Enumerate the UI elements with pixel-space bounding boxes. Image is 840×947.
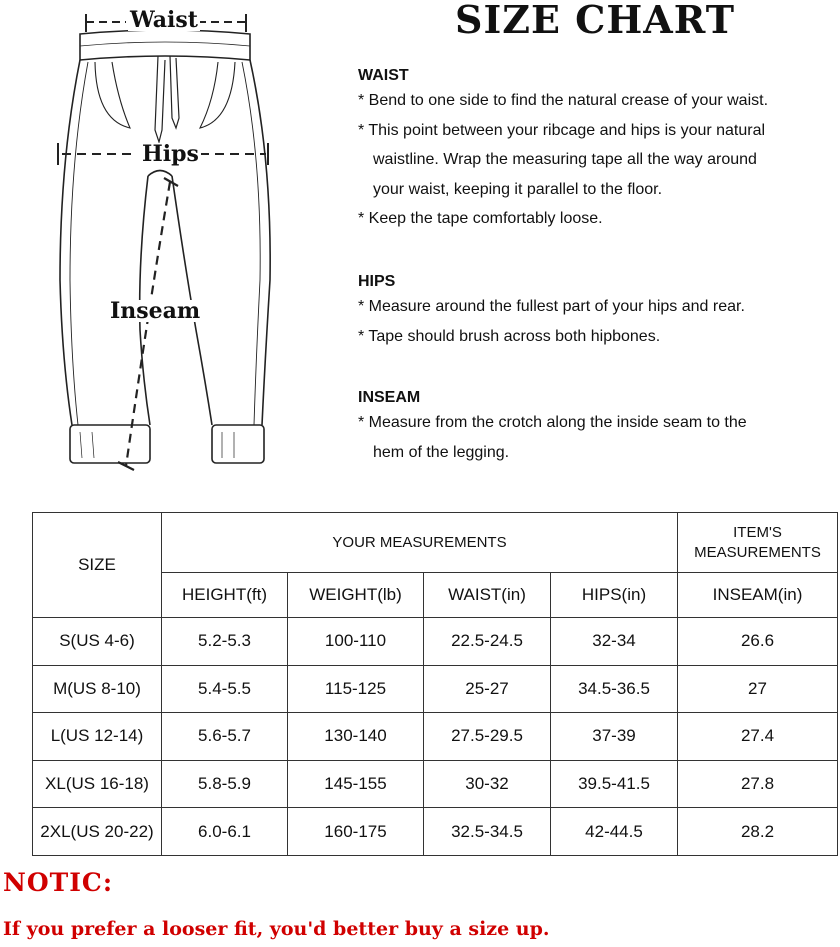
inseam-instructions bbox=[358, 388, 828, 467]
waist-cell: 30-32 bbox=[424, 760, 551, 808]
items-header-line-2: MEASUREMENTS bbox=[694, 543, 821, 561]
hips-header: HIPS(in) bbox=[551, 573, 678, 618]
inseam-cell: 28.2 bbox=[678, 808, 838, 856]
height-header: HEIGHT(ft) bbox=[162, 573, 288, 618]
inseam-line-2: hem of the legging. bbox=[373, 443, 510, 461]
inseam-cell: 26.6 bbox=[678, 618, 838, 666]
hips-cell: 34.5-36.5 bbox=[551, 665, 678, 713]
hips-cell: 42-44.5 bbox=[551, 808, 678, 856]
inseam-cell: 27 bbox=[678, 665, 838, 713]
items-measurements-header bbox=[678, 513, 838, 573]
waist-line-1: * Bend to one side to find the natural crease of your waist. bbox=[358, 92, 769, 109]
inseam-cell: 27.8 bbox=[678, 760, 838, 808]
page-title: SIZE CHART bbox=[455, 0, 735, 42]
waist-line-3: waistline. Wrap the measuring tape all the way around bbox=[373, 151, 757, 168]
inseam-label: Inseam bbox=[110, 298, 201, 324]
size-cell: XL(US 16-18) bbox=[33, 760, 162, 808]
waist-cell: 25-27 bbox=[424, 665, 551, 713]
pants-diagram bbox=[0, 0, 300, 490]
hips-cell: 37-39 bbox=[551, 713, 678, 761]
inseam-cell: 27.4 bbox=[678, 713, 838, 761]
waist-line-5: * Keep the tape comfortably loose. bbox=[358, 210, 603, 227]
pants-drawing bbox=[0, 0, 300, 490]
hips-instructions bbox=[358, 272, 828, 351]
table-row bbox=[33, 760, 838, 808]
waist-cell: 32.5-34.5 bbox=[424, 808, 551, 856]
height-cell: 5.8-5.9 bbox=[162, 760, 288, 808]
hips-line-2: * Tape should brush across both hipbones. bbox=[358, 327, 661, 345]
hips-cell: 32-34 bbox=[551, 618, 678, 666]
size-table bbox=[32, 512, 838, 856]
height-cell: 5.4-5.5 bbox=[162, 665, 288, 713]
size-cell: M(US 8-10) bbox=[33, 665, 162, 713]
weight-cell: 130-140 bbox=[288, 713, 424, 761]
height-cell: 5.6-5.7 bbox=[162, 713, 288, 761]
waist-cell: 22.5-24.5 bbox=[424, 618, 551, 666]
waist-line-2: * This point between your ribcage and hips is your natural bbox=[358, 121, 766, 139]
table-row bbox=[33, 665, 838, 713]
size-cell: L(US 12-14) bbox=[33, 713, 162, 761]
waist-label: Waist bbox=[130, 7, 198, 33]
hips-label: Hips bbox=[142, 141, 199, 167]
weight-cell: 145-155 bbox=[288, 760, 424, 808]
waist-header: WAIST(in) bbox=[424, 573, 551, 618]
weight-cell: 160-175 bbox=[288, 808, 424, 856]
hips-cell: 39.5-41.5 bbox=[551, 760, 678, 808]
waist-line-4: your waist, keeping it parallel to the floor. bbox=[373, 180, 663, 198]
your-measurements-header: YOUR MEASUREMENTS bbox=[162, 513, 678, 573]
height-cell: 6.0-6.1 bbox=[162, 808, 288, 856]
weight-cell: 115-125 bbox=[288, 665, 424, 713]
inseam-header: INSEAM(in) bbox=[678, 573, 838, 618]
size-cell: 2XL(US 20-22) bbox=[33, 808, 162, 856]
table-row bbox=[33, 713, 838, 761]
items-header-line-1: ITEM'S bbox=[733, 523, 782, 541]
weight-cell: 100-110 bbox=[288, 618, 424, 666]
inseam-heading: INSEAM bbox=[358, 389, 421, 406]
table-header-row bbox=[33, 513, 838, 573]
waist-instructions bbox=[358, 66, 828, 234]
hips-heading: HIPS bbox=[358, 273, 396, 290]
notice-title: NOTIC: bbox=[3, 868, 114, 897]
inseam-line-1: * Measure from the crotch along the inside seam to the bbox=[358, 414, 747, 431]
notice-text: If you prefer a looser fit, you'd better buy a size up. bbox=[3, 918, 550, 940]
waist-cell: 27.5-29.5 bbox=[424, 713, 551, 761]
height-cell: 5.2-5.3 bbox=[162, 618, 288, 666]
table-row bbox=[33, 618, 838, 666]
waist-heading: WAIST bbox=[358, 67, 409, 84]
size-cell: S(US 4-6) bbox=[33, 618, 162, 666]
table-row bbox=[33, 808, 838, 856]
weight-header: WEIGHT(lb) bbox=[288, 573, 424, 618]
hips-line-1: * Measure around the fullest part of your hips and rear. bbox=[358, 298, 745, 315]
size-header: SIZE bbox=[33, 513, 162, 618]
